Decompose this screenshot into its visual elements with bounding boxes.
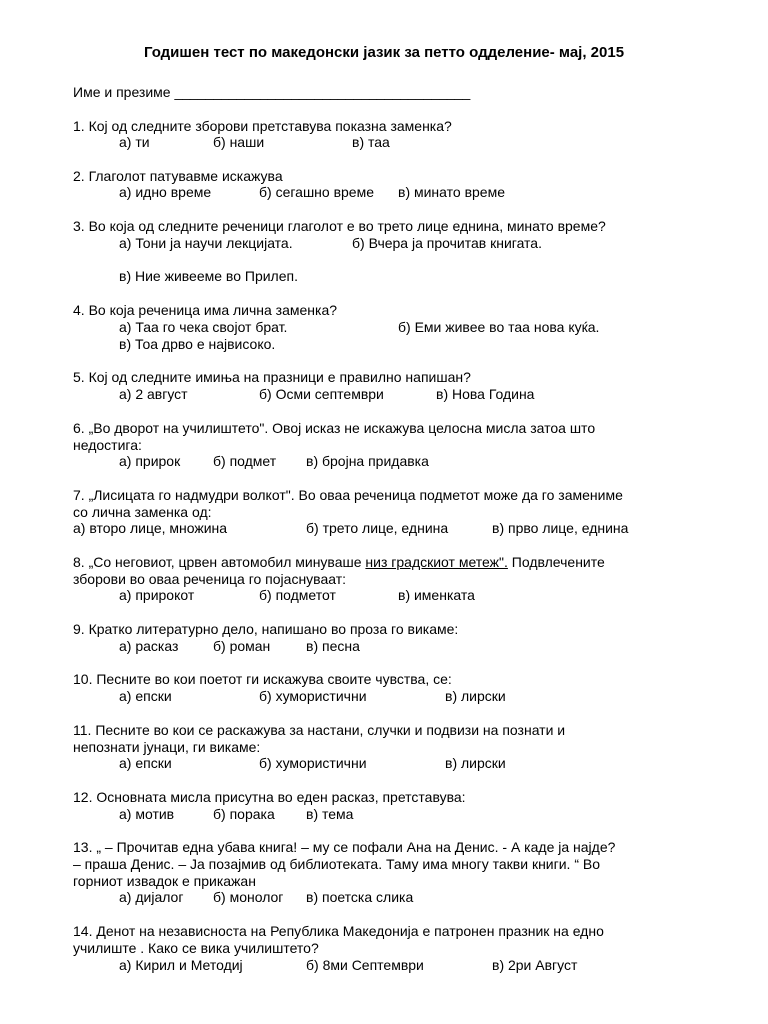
- q5-option-c: в) Нова Година: [436, 386, 535, 402]
- question-4-text: 4. Во која реченица има лична заменка?: [73, 302, 338, 318]
- q5-option-a: а) 2 август: [119, 386, 188, 402]
- q8-underlined-words: низ градскиот метеж".: [365, 554, 508, 570]
- q10-option-b: б) хумористични: [259, 688, 367, 704]
- q13-option-b: б) монолог: [213, 889, 284, 905]
- question-14-text-line-2: училиште . Како се вика училиштето?: [73, 940, 319, 956]
- question-10-text: 10. Песните во кои поетот ги искажува своите чувства, се:: [73, 671, 452, 687]
- q6-option-a: а) прирок: [119, 453, 181, 469]
- q13-option-a: а) дијалог: [119, 889, 184, 905]
- q9-option-a: а) расказ: [119, 638, 179, 654]
- name-field: Име и презиме ______________________________________: [73, 84, 471, 100]
- question-7-text-line-2: со лична заменка од:: [73, 504, 212, 520]
- q12-option-b: б) порака: [213, 806, 275, 822]
- q3-option-b: б) Вчера ја прочитав книгата.: [352, 235, 542, 251]
- q1-option-c: в) таа: [352, 134, 390, 150]
- q1-option-a: а) ти: [119, 134, 150, 150]
- q4-option-a: а) Таа го чека својот брат.: [119, 319, 288, 335]
- q4-option-b: б) Еми живее во таа нова куќа.: [398, 319, 600, 335]
- q14-option-c: в) 2ри Август: [492, 957, 578, 973]
- question-6-text-line-2: недостига:: [73, 437, 142, 453]
- question-7-text-line-1: 7. „Лисицата го надмудри волкот". Во оваа реченица подметот може да го замениме: [73, 487, 623, 503]
- q7-option-b: б) трето лице, еднина: [306, 520, 449, 536]
- q10-option-c: в) лирски: [445, 688, 506, 704]
- q8-text-end: Подвлечените: [507, 554, 605, 570]
- question-12-text: 12. Основната мисла присутна во еден расказ, претставува:: [73, 789, 466, 805]
- q9-option-c: в) песна: [306, 638, 360, 654]
- q12-option-a: а) мотив: [119, 806, 175, 822]
- q8-option-c: в) именката: [398, 587, 475, 603]
- q7-option-a: а) второ лице, множина: [73, 520, 228, 536]
- question-13-text-line-1: 13. „ – Прочитав една убава книга! – му се пофали Ана на Денис. - А каде ја најде?: [73, 839, 616, 855]
- question-11-text-line-1: 11. Песните во кои се раскажува за настани, случки и подвизи на познати и: [73, 722, 566, 738]
- question-13-text-line-3: горниот извадок е прикажан: [73, 873, 256, 889]
- q3-option-c: в) Ние живееме во Прилеп.: [119, 268, 298, 284]
- question-8-text-line-1: [73, 554, 605, 571]
- q2-option-a: а) идно време: [119, 184, 212, 200]
- q10-option-a: а) епски: [119, 688, 172, 704]
- page-title: Годишен тест по македонски јазик за петто одделение- мај, 2015: [143, 44, 625, 61]
- question-9-text: 9. Кратко литературно дело, напишано во проза го викаме:: [73, 621, 459, 637]
- q4-option-c: в) Тоа дрво е највисоко.: [119, 336, 276, 352]
- q6-option-b: б) подмет: [213, 453, 277, 469]
- q9-option-b: б) роман: [213, 638, 271, 654]
- q2-option-b: б) сегашно време: [259, 184, 375, 200]
- q3-option-a: а) Тони ја научи лекцијата.: [119, 235, 293, 251]
- q12-option-c: в) тема: [306, 806, 354, 822]
- q11-option-b: б) хумористични: [259, 755, 367, 771]
- question-14-text-line-1: 14. Денот на независноста на Република Македонија е патронен празник на едно: [73, 923, 604, 939]
- question-13-text-line-2: – праша Денис. – Ја позајмив од библиотеката. Таму има многу такви книги. “ Во: [73, 856, 601, 872]
- q8-text-start: 8. „Со неговиот, црвен автомобил минуваше: [73, 554, 366, 570]
- question-8-text-line-2: зборови во оваа реченица го појаснуваат:: [73, 571, 347, 587]
- question-3-text: 3. Во која од следните реченици глаголот е во трето лице еднина, минато време?: [73, 218, 606, 234]
- q11-option-c: в) лирски: [445, 755, 506, 771]
- q14-option-a: а) Кирил и Методиј: [119, 957, 243, 973]
- question-5-text: 5. Кој од следните имиња на празници е правилно напишан?: [73, 369, 471, 385]
- q1-option-b: б) наши: [213, 134, 265, 150]
- q2-option-c: в) минато време: [398, 184, 505, 200]
- question-1-text: 1. Кој од следните зборови претставува показна заменка?: [73, 118, 452, 134]
- question-6-text-line-1: 6. „Во дворот на училиштето". Овој исказ не искажува целосна мисла затоа што: [73, 420, 596, 436]
- q11-option-a: а) епски: [119, 755, 172, 771]
- q13-option-c: в) поетска слика: [306, 889, 414, 905]
- q6-option-c: в) бројна придавка: [306, 453, 429, 469]
- q5-option-b: б) Осми септември: [259, 386, 384, 402]
- question-2-text: 2. Глаголот патувавме искажува: [73, 168, 283, 184]
- q14-option-b: б) 8ми Септември: [306, 957, 424, 973]
- q8-option-a: а) прирокот: [119, 587, 195, 603]
- question-11-text-line-2: непознати јунаци, ги викаме:: [73, 739, 261, 755]
- q7-option-c: в) прво лице, еднина: [492, 520, 629, 536]
- q8-option-b: б) подметот: [259, 587, 336, 603]
